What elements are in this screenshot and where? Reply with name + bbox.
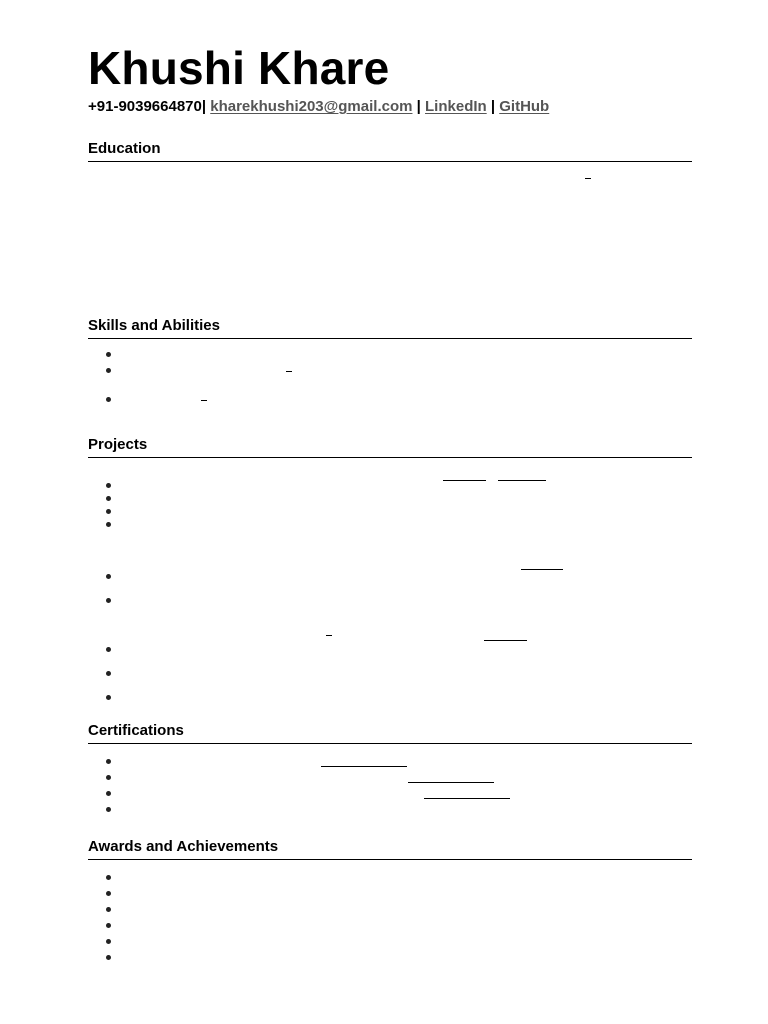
awards-section — [88, 838, 692, 860]
email-link[interactable]: kharekhushi203@gmail.com — [210, 98, 413, 115]
list-bullet — [106, 791, 111, 796]
skills-section — [88, 317, 692, 339]
list-bullet — [106, 397, 111, 402]
list-bullet — [106, 891, 111, 896]
separator: | — [486, 98, 500, 115]
certificate-link-underline[interactable] — [424, 798, 510, 799]
certificate-link-underline[interactable] — [408, 782, 494, 783]
list-bullet — [106, 875, 111, 880]
list-bullet — [106, 807, 111, 812]
project-link-underline[interactable] — [443, 480, 486, 481]
list-bullet — [106, 955, 111, 960]
education-dash — [585, 178, 591, 179]
section-title-skills: Skills and Abilities — [88, 317, 692, 339]
skills-dash — [201, 400, 207, 401]
list-bullet — [106, 352, 111, 357]
certifications-section — [88, 722, 692, 744]
phone-separator: | — [201, 98, 211, 115]
project-link-underline[interactable] — [484, 640, 527, 641]
project-link-underline[interactable] — [498, 480, 546, 481]
linkedin-link[interactable]: LinkedIn — [425, 98, 487, 115]
skills-dash — [286, 371, 292, 372]
list-bullet — [106, 598, 111, 603]
certificate-link-underline[interactable] — [321, 766, 407, 767]
contact-line — [88, 98, 549, 116]
list-bullet — [106, 368, 111, 373]
list-bullet — [106, 496, 111, 501]
section-title-projects: Projects — [88, 436, 692, 458]
project-link-underline[interactable] — [521, 569, 563, 570]
list-bullet — [106, 775, 111, 780]
list-bullet — [106, 923, 111, 928]
list-bullet — [106, 574, 111, 579]
projects-section — [88, 436, 692, 458]
separator: | — [412, 98, 426, 115]
list-bullet — [106, 939, 111, 944]
education-section — [88, 140, 692, 162]
section-title-certifications: Certifications — [88, 722, 692, 744]
phone-number: +91-9039664870 — [88, 98, 202, 115]
list-bullet — [106, 522, 111, 527]
list-bullet — [106, 759, 111, 764]
list-bullet — [106, 647, 111, 652]
list-bullet — [106, 483, 111, 488]
github-link[interactable]: GitHub — [499, 98, 550, 115]
candidate-name: Khushi Khare — [88, 42, 390, 94]
list-bullet — [106, 671, 111, 676]
project-dash — [326, 635, 332, 636]
list-bullet — [106, 695, 111, 700]
section-title-education: Education — [88, 140, 692, 162]
list-bullet — [106, 907, 111, 912]
list-bullet — [106, 509, 111, 514]
section-title-awards: Awards and Achievements — [88, 838, 692, 860]
